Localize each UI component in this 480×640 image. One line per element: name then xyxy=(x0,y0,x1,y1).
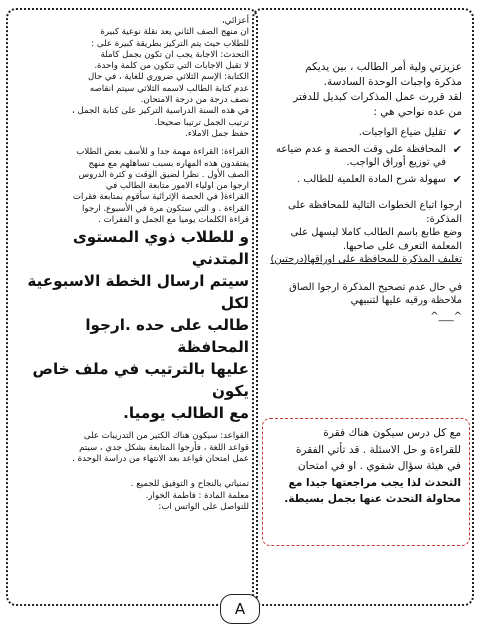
step-item: وضع طابع باسم الطالب كاملا ليسهل على المعلمة التعرف على صاحبها. xyxy=(290,227,462,252)
smiley: ^___^ xyxy=(430,310,462,322)
reading-line: القراءة( في الحصة الإثرائية سأقوم بمتابعة فقرات xyxy=(72,192,249,203)
intro-line: عزيزتي ولية أمر الطالب ، بين يديكم xyxy=(305,61,462,73)
left-column xyxy=(6,8,258,606)
writing-line: حفظ جمل الاملاء. xyxy=(185,128,249,139)
tip-line: محاولة التحدث عنها بجمل بسيطة. xyxy=(284,493,461,505)
intro-line: ان منهج الصف الثاني يعد نقلة نوعية كبيرة xyxy=(100,27,249,38)
tip-line: التحدث لذا يجب مراجعتها جيدا مع xyxy=(288,476,461,489)
speaking-line: لا تقبل الاجابات التي تتكون من كلمة واحدة. xyxy=(94,61,249,72)
writing-line: في هذه السنة الدراسية التركيز على كتابة الجمل ، xyxy=(71,106,249,117)
intro-line: للطلاب حيث يتم التركيز بطريقة كبيرة على : xyxy=(91,38,249,49)
intro-line: من عده نواحي هي : xyxy=(373,106,462,118)
steps-intro: ارجوا اتباع الخطوات التالية للمحافظة على المذكرة: xyxy=(288,200,462,225)
reading-line: ارجوا من اولياء الامور متابعة الطالب في xyxy=(105,181,249,192)
step-item: تغليف المذكرة للمحافظة على اوراقها(درجتين) xyxy=(270,254,462,265)
intro-line: مذكرة واجبات الوحدة السادسة. xyxy=(323,76,462,88)
reading-line: قراءة الكلمات يوميا مع الجمل و الفقرات . xyxy=(98,215,249,226)
weekly-plan-line: مع الطالب يوميا. xyxy=(123,404,249,423)
reading-line: يفتقدون هذه المهاره بسبب تساهلهم مع منهج xyxy=(88,158,249,169)
weekly-plan-line: طالب على حده .ارجوا المحافظة xyxy=(85,316,249,357)
teacher-name: معلمة المادة : فاطمة الخوار. xyxy=(145,490,249,501)
benefits-checklist xyxy=(262,126,462,186)
correction-note: في حال عدم تصحيح المذكرة ارجوا الصاق ملاحظة ورقيه عليها لتنبيهي xyxy=(289,281,462,306)
whatsapp-contact: للتواصل على الواتس اب: xyxy=(158,501,249,512)
checklist-item: ✔ سهولة شرح المادة العلمية للطالب . xyxy=(297,172,462,186)
speaking-line: التحدث: الاجابة يجب ان تكون بجمل كاملة xyxy=(100,49,249,60)
reading-line: القراءة . و التي ستكون مرة في الأسبوع. ارجوا xyxy=(82,203,249,214)
weekly-plan-line: عليها بالترتيب في ملف خاص يكون xyxy=(32,360,249,401)
page-label: A xyxy=(220,594,260,624)
reading-tip-box xyxy=(262,418,470,546)
checkmark-icon: ✔ xyxy=(452,172,462,186)
reading-line: الصف الأول . نظرا لضيق الوقت و كثرة الدروس xyxy=(78,169,249,180)
weekly-plan-line: و للطلاب ذوي المستوى المتدني xyxy=(72,228,249,269)
weekly-plan-line: سيتم ارسال الخطة الاسبوعية لكل xyxy=(27,272,249,313)
checklist-item: ✔ المحافظة على وقت الحصة و عدم ضياعه في توزيع أوراق الواجب. xyxy=(276,142,462,168)
checkmark-icon: ✔ xyxy=(452,142,462,156)
checklist-item: ✔ تقليل ضياع الواجبات. xyxy=(358,126,462,139)
rules-line: عمل امتحان قواعد بعد الانتهاء من دراسة الوحدة . xyxy=(72,453,249,464)
writing-line: عدم كتابة الطالب لاسمه الثلاثي سيتم انقاصه xyxy=(89,83,249,94)
closing-line: تمنياتي بالنجاح و التوفيق للجميع . xyxy=(130,479,249,490)
tip-line: في هيئة سؤال شفوي . او في امتحان xyxy=(297,460,461,472)
writing-line: الكتابة: الإسم الثلاثي ضروري للغاية ، في حال xyxy=(88,72,249,83)
rules-line: القواعد: سيكون هناك الكثير من التدريبات على xyxy=(83,431,249,442)
writing-line: ترتيب الجمل ترتيبا صحيحا. xyxy=(154,117,249,128)
tip-line: للقراءة و حل الاسئلة . قد تأتي الفقرة xyxy=(295,443,461,456)
checkmark-icon: ✔ xyxy=(452,126,462,139)
greeting: أعزائي، xyxy=(222,16,249,26)
intro-block xyxy=(262,60,462,120)
tip-line: مع كل درس سيكون هناك فقرة xyxy=(323,427,461,439)
reading-line: القراءة: القراءة مهمة جدا و للأسف بعض الطلاب xyxy=(76,147,249,158)
rules-line: قواعد اللغة ، فأرجوا المتابعة بشكل جدي ، سيتم xyxy=(79,442,249,453)
writing-line: نصف درجة من درجة الامتحان. xyxy=(140,95,249,106)
intro-line: لقد قررت عمل المذكرات كبديل للدفتر xyxy=(293,91,462,103)
